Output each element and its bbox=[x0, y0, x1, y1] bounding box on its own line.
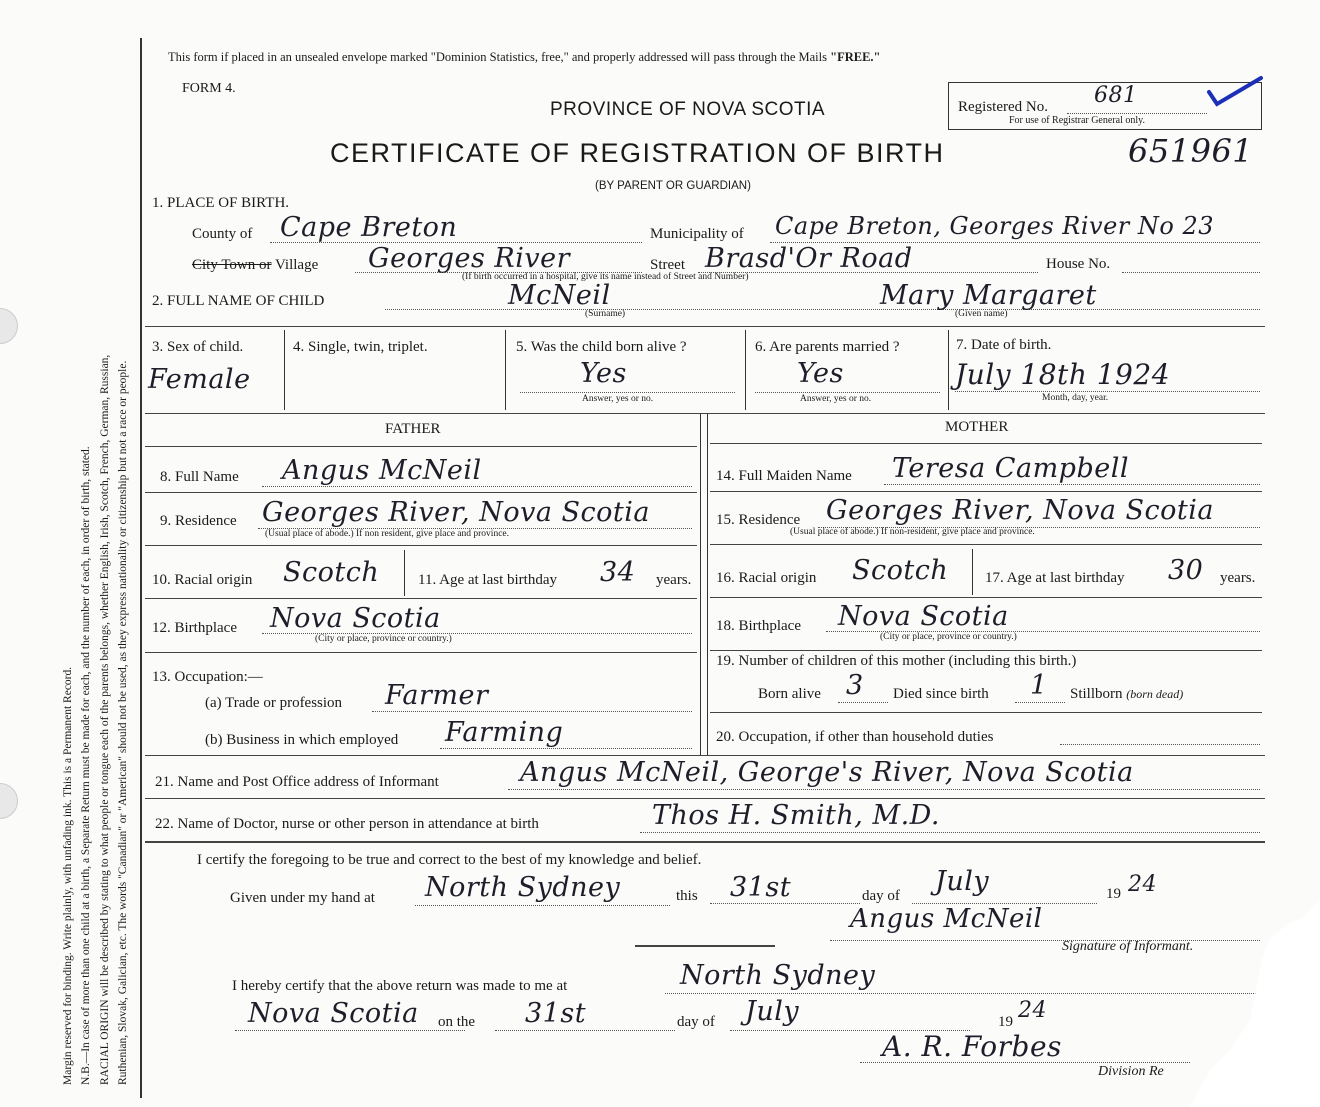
alive-dots bbox=[520, 392, 735, 393]
rule-f4 bbox=[145, 598, 697, 599]
father-bp-label: 12. Birthplace bbox=[152, 620, 237, 636]
registrar-province-dots bbox=[235, 1030, 465, 1031]
mother-alive-value: 3 bbox=[846, 670, 864, 701]
row3-div-2 bbox=[505, 330, 506, 410]
given-day-dots bbox=[710, 903, 860, 904]
rule-m2 bbox=[710, 491, 1262, 492]
registrar-day-dots bbox=[495, 1030, 675, 1031]
certificate-subtitle: (BY PARENT OR GUARDIAN) bbox=[595, 180, 751, 192]
mother-race-value: Scotch bbox=[852, 555, 949, 586]
mother-age-value: 30 bbox=[1168, 555, 1204, 586]
village-note: (If birth occurred in a hospital, give its name instead of Street and Number) bbox=[462, 272, 749, 282]
margin-note-4: Ruthenian, Slovak, Galician, etc. The words "Canadian" or "American" should not be used, as they express nationality or citizenship but not a race or people. bbox=[117, 360, 129, 1085]
row3-div-1 bbox=[284, 330, 285, 410]
registrar-month: July bbox=[745, 996, 800, 1027]
municipality-value: Cape Breton, Georges River No 23 bbox=[775, 212, 1215, 240]
father-biz-label: (b) Business in which employed bbox=[205, 732, 399, 748]
registrar-year: 24 bbox=[1018, 998, 1047, 1023]
mother-children-label: 19. Number of children of this mother (including this birth.) bbox=[716, 653, 1077, 669]
place-heading: 1. PLACE OF BIRTH. bbox=[152, 195, 290, 211]
father-res-note: (Usual place of abode.) If non resident, give place and province. bbox=[265, 529, 509, 539]
informant-label: 21. Name and Post Office address of Informant bbox=[155, 774, 439, 790]
father-name-label: 8. Full Name bbox=[160, 469, 239, 485]
signature-label: Signature of Informant. bbox=[1062, 939, 1194, 954]
father-bp-note: (City or place, province or country.) bbox=[315, 634, 452, 644]
married-note: Answer, yes or no. bbox=[800, 394, 872, 404]
parents-divider-2 bbox=[707, 413, 708, 755]
registrar-day: 31st bbox=[525, 998, 587, 1029]
child-given: Mary Margaret bbox=[880, 280, 1097, 311]
street-value: Brasd'Or Road bbox=[705, 243, 913, 274]
rule-m3 bbox=[710, 544, 1262, 545]
mother-died-label: Died since birth bbox=[893, 686, 989, 702]
father-bp-value: Nova Scotia bbox=[270, 603, 441, 634]
binding-hole-bottom bbox=[0, 783, 18, 819]
father-res-label: 9. Residence bbox=[160, 513, 237, 529]
married-label: 6. Are parents married ? bbox=[755, 339, 900, 355]
mother-name-value: Teresa Campbell bbox=[892, 453, 1129, 484]
rule-m6 bbox=[710, 712, 1262, 713]
row3-div-4 bbox=[948, 330, 949, 410]
mother-name-label: 14. Full Maiden Name bbox=[716, 468, 852, 484]
rule-m1 bbox=[710, 443, 1262, 444]
informant-dots bbox=[508, 789, 1260, 790]
margin-note-3: RACIAL ORIGIN will be described by stating to what people or tongue each of the parents belongs, whether English, Irish, Scotch, French, German, Russian, bbox=[99, 354, 111, 1085]
registrar-statement: I hereby certify that the above return was made to me at bbox=[232, 978, 568, 994]
rule-f3 bbox=[145, 545, 697, 546]
rule-m5 bbox=[710, 650, 1262, 651]
registrar-dayof-label: day of bbox=[677, 1014, 715, 1030]
registered-dots bbox=[1067, 113, 1207, 114]
mail-note bbox=[168, 50, 880, 65]
doctor-dots bbox=[640, 832, 1260, 833]
mother-occ-label: 20. Occupation, if other than household duties bbox=[716, 729, 994, 745]
father-trade-value: Farmer bbox=[385, 680, 489, 711]
onthe-label: on the bbox=[438, 1014, 476, 1030]
informant-signature: Angus McNeil bbox=[850, 904, 1043, 934]
rule-f1 bbox=[145, 446, 697, 447]
registrar-sig-dots bbox=[860, 1062, 1190, 1063]
given-label: Given under my hand at bbox=[230, 890, 375, 906]
father-race-value: Scotch bbox=[283, 557, 380, 588]
father-heading: FATHER bbox=[385, 421, 441, 437]
father-biz-value: Farming bbox=[445, 717, 564, 748]
certify-statement: I certify the foregoing to be true and correct to the best of my knowledge and belief. bbox=[197, 852, 702, 868]
given-place: North Sydney bbox=[425, 872, 621, 903]
registered-value: 681 bbox=[1094, 83, 1138, 108]
registrar-year-prefix: 19 bbox=[998, 1014, 1013, 1030]
father-biz-dots bbox=[440, 748, 692, 749]
margin-note-1: Margin reserved for binding. Write plainly, with unfading ink. This is a Permanent Record. bbox=[62, 666, 74, 1085]
father-years: years. bbox=[656, 572, 692, 588]
given-day: 31st bbox=[730, 872, 792, 903]
municipality-label: Municipality of bbox=[650, 226, 744, 242]
doctor-value: Thos H. Smith, M.D. bbox=[652, 800, 940, 831]
doctor-label: 22. Name of Doctor, nurse or other person in attendance at birth bbox=[155, 816, 539, 832]
dob-dots bbox=[955, 391, 1260, 392]
alive-label: 5. Was the child born alive ? bbox=[516, 339, 687, 355]
mother-occ-dots bbox=[1060, 744, 1260, 745]
father-res-value: Georges River, Nova Scotia bbox=[262, 497, 650, 528]
row3-div-3 bbox=[745, 330, 746, 410]
given-note: (Given name) bbox=[955, 309, 1008, 319]
still-label-text: Stillborn bbox=[1070, 686, 1123, 702]
sex-value: Female bbox=[148, 364, 251, 395]
registrar-place: North Sydney bbox=[680, 960, 876, 991]
still-note: (born dead) bbox=[1126, 687, 1184, 701]
parents-divider bbox=[700, 413, 701, 755]
alive-value: Yes bbox=[580, 358, 627, 389]
province-title: PROVINCE OF NOVA SCOTIA bbox=[550, 99, 826, 120]
mother-still-label bbox=[1070, 686, 1183, 703]
certificate-number: 651961 bbox=[1128, 132, 1254, 170]
registered-label: Registered No. bbox=[958, 99, 1048, 115]
father-trade-label: (a) Trade or profession bbox=[205, 695, 343, 711]
child-name-label: 2. FULL NAME OF CHILD bbox=[152, 293, 325, 309]
mother-name-dots bbox=[884, 484, 1260, 485]
dob-value: July 18th 1924 bbox=[955, 358, 1171, 391]
house-dots bbox=[1122, 272, 1260, 273]
given-place-dots bbox=[415, 905, 670, 906]
mother-res-label: 15. Residence bbox=[716, 512, 801, 528]
married-value: Yes bbox=[797, 358, 844, 389]
father-age-label: 11. Age at last birthday bbox=[418, 572, 557, 588]
surname-note: (Surname) bbox=[585, 309, 626, 319]
child-name-dots bbox=[385, 309, 1260, 310]
rule-f5 bbox=[145, 652, 697, 653]
mother-res-note: (Usual place of abode.) If non-resident, give place and province. bbox=[790, 527, 1035, 537]
mother-died-dots bbox=[1015, 702, 1065, 703]
rule-row3-top bbox=[145, 326, 1265, 327]
this-label: this bbox=[676, 888, 698, 904]
alive-note: Answer, yes or no. bbox=[582, 394, 654, 404]
house-label: House No. bbox=[1046, 256, 1111, 272]
village-label bbox=[192, 257, 318, 274]
father-occ-label: 13. Occupation:— bbox=[152, 669, 263, 685]
mother-died-value: 1 bbox=[1030, 670, 1048, 701]
plural-label: 4. Single, twin, triplet. bbox=[293, 339, 428, 355]
county-label: County of bbox=[192, 226, 253, 242]
child-surname: McNeil bbox=[508, 280, 611, 311]
mother-bp-label: 18. Birthplace bbox=[716, 618, 801, 634]
rule-m4 bbox=[710, 597, 1262, 598]
mail-note-text: This form if placed in an unsealed envelope marked "Dominion Statistics, free," and properly addressed will pass through the Mails bbox=[168, 50, 831, 64]
mother-alive-dots bbox=[838, 702, 888, 703]
mail-free: "FREE." bbox=[830, 50, 881, 64]
margin-rule bbox=[140, 38, 142, 1098]
father-name-value: Angus McNeil bbox=[282, 455, 482, 486]
given-month: July bbox=[935, 866, 990, 897]
father-trade-dots bbox=[372, 711, 692, 712]
father-race-label: 10. Racial origin bbox=[152, 572, 253, 588]
mother-race-div bbox=[972, 549, 973, 595]
registrar-province: Nova Scotia bbox=[248, 998, 419, 1029]
father-race-div bbox=[404, 550, 405, 596]
short-divider bbox=[635, 945, 775, 947]
given-year: 24 bbox=[1128, 872, 1157, 897]
registrar-note: For use of Registrar General only. bbox=[1009, 115, 1145, 126]
mother-age-label: 17. Age at last birthday bbox=[985, 570, 1125, 586]
village-label-text: Village bbox=[275, 257, 319, 273]
registrar-place-dots bbox=[665, 993, 1260, 994]
street-dots bbox=[698, 272, 1038, 273]
form-number: FORM 4. bbox=[182, 81, 236, 96]
mother-race-label: 16. Racial origin bbox=[716, 570, 817, 586]
torn-corner bbox=[1190, 900, 1320, 1107]
rule-parents-top bbox=[145, 413, 1265, 414]
dob-label: 7. Date of birth. bbox=[956, 337, 1052, 353]
married-dots bbox=[755, 392, 940, 393]
county-value: Cape Breton bbox=[280, 212, 458, 243]
margin-note-2: N.B.—In case of more than one child at a birth, a Separate Return must be made for each, and the number of each, in order of birth, stated. bbox=[80, 446, 92, 1085]
rule-f2 bbox=[145, 492, 697, 493]
father-age-value: 34 bbox=[600, 557, 636, 588]
certificate-title: CERTIFICATE OF REGISTRATION OF BIRTH bbox=[330, 138, 945, 168]
village-value: Georges River bbox=[368, 243, 571, 274]
father-name-dots bbox=[262, 486, 692, 487]
division-label: Division Re bbox=[1098, 1064, 1164, 1079]
mother-heading: MOTHER bbox=[945, 419, 1009, 435]
rule-certify-top bbox=[145, 841, 1265, 843]
informant-value: Angus McNeil, George's River, Nova Scotia bbox=[520, 757, 1134, 788]
mother-years: years. bbox=[1220, 570, 1256, 586]
binding-hole-top bbox=[0, 308, 18, 344]
check-mark bbox=[1205, 74, 1265, 115]
given-year-prefix: 19 bbox=[1106, 886, 1121, 902]
check-mark-icon bbox=[1205, 74, 1265, 110]
sex-label: 3. Sex of child. bbox=[152, 339, 244, 355]
mother-alive-label: Born alive bbox=[758, 686, 821, 702]
village-label-struck: City Town or bbox=[192, 257, 272, 273]
dob-note: Month, day, year. bbox=[1042, 393, 1109, 403]
mother-bp-note: (City or place, province or country.) bbox=[880, 632, 1017, 642]
mother-bp-value: Nova Scotia bbox=[838, 601, 1009, 632]
mother-res-value: Georges River, Nova Scotia bbox=[826, 495, 1214, 526]
dayof-label: day of bbox=[862, 888, 900, 904]
registrar-signature: A. R. Forbes bbox=[882, 1030, 1062, 1063]
street-label: Street bbox=[650, 257, 685, 273]
